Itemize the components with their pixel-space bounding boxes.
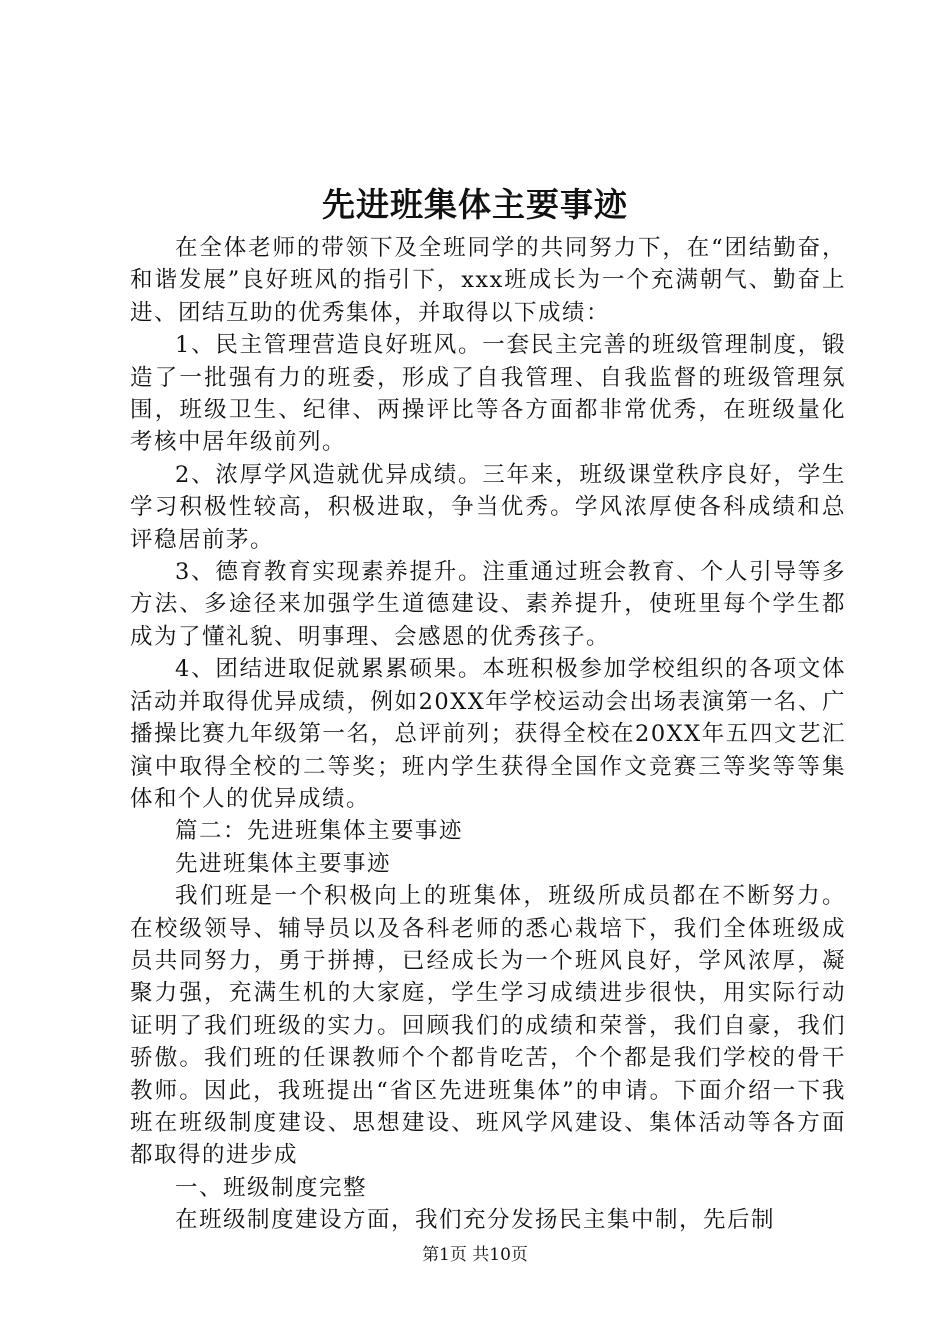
section-heading-part-two: 篇二：先进班集体主要事迹 bbox=[175, 818, 464, 845]
section-subtitle: 先进班集体主要事迹 bbox=[175, 850, 392, 877]
page-footer: 第1页 共10页 bbox=[422, 1245, 528, 1265]
paragraph-item-2: 2、浓厚学风造就优异成绩。三年来，班级课堂秩序良好，学生学习积极性较高，积极进取，争当优秀。学风浓厚使各科成绩和总评稳居前茅。 bbox=[130, 461, 846, 553]
paragraph-item-1: 1、民主管理营造良好班风。一套民主完善的班级管理制度，锻造了一批强有力的班委，形成了自我管理、自我监督的班级管理氛围，班级卫生、纪律、两操评比等各方面都非常优秀，在班级量化考核中居年级前列。 bbox=[130, 332, 846, 456]
paragraph-system: 在班级制度建设方面，我们充分发扬民主集中制，先后制 bbox=[175, 1207, 776, 1234]
paragraph-class-overview: 我们班是一个积极向上的班集体，班级所成员都在不断努力。在校级领导、辅导员以及各科老师的悉心栽培下，我们全体班级成员共同努力，勇于拼搏，已经成长为一个班风良好，学风浓厚，凝聚力强，充满生机的大家庭，学生学习成绩进步很快，用实际行动证明了我们班级的实力。回顾我们的成绩和荣誉，我们自豪，我们骄傲。我们班的任课教师个个都肯吃苦，个个都是我们学校的骨干教师。因此，我班提出“省区先进班集体”的申请。下面介绍一下我班在班级制度建设、思想建设、班风学风建设、集体活动等各方面都取得的进步成 bbox=[130, 883, 846, 1169]
paragraph-item-3: 3、德育教育实现素养提升。注重通过班会教育、个人引导等多方法、多途径来加强学生道德建设、素养提升，使班里每个学生都成为了懂礼貌、明事理、会感恩的优秀孩子。 bbox=[130, 559, 846, 650]
paragraph-item-4: 4、团结进取促就累累硕果。本班积极参加学校组织的各项文体活动并取得优异成绩，例如20XX年学校运动会出场表演第一名、广播操比赛九年级第一名，总评前列；获得全校在20XX年五四文艺汇演中取得全校的二等奖；班内学生获得全国作文竞赛三等奖等等集体和个人的优异成绩。 bbox=[130, 656, 846, 812]
document-title: 先进班集体主要事迹 bbox=[322, 185, 628, 224]
document-body bbox=[130, 232, 846, 1237]
paragraph-intro: 在全体老师的带领下及全班同学的共同努力下，在“团结勤奋，和谐发展”良好班风的指引下，xxx班成长为一个充满朝气、勤奋上进、团结互助的优秀集体，并取得以下成绩： bbox=[130, 235, 846, 326]
section-heading-system: 一、班级制度完整 bbox=[175, 1174, 368, 1201]
